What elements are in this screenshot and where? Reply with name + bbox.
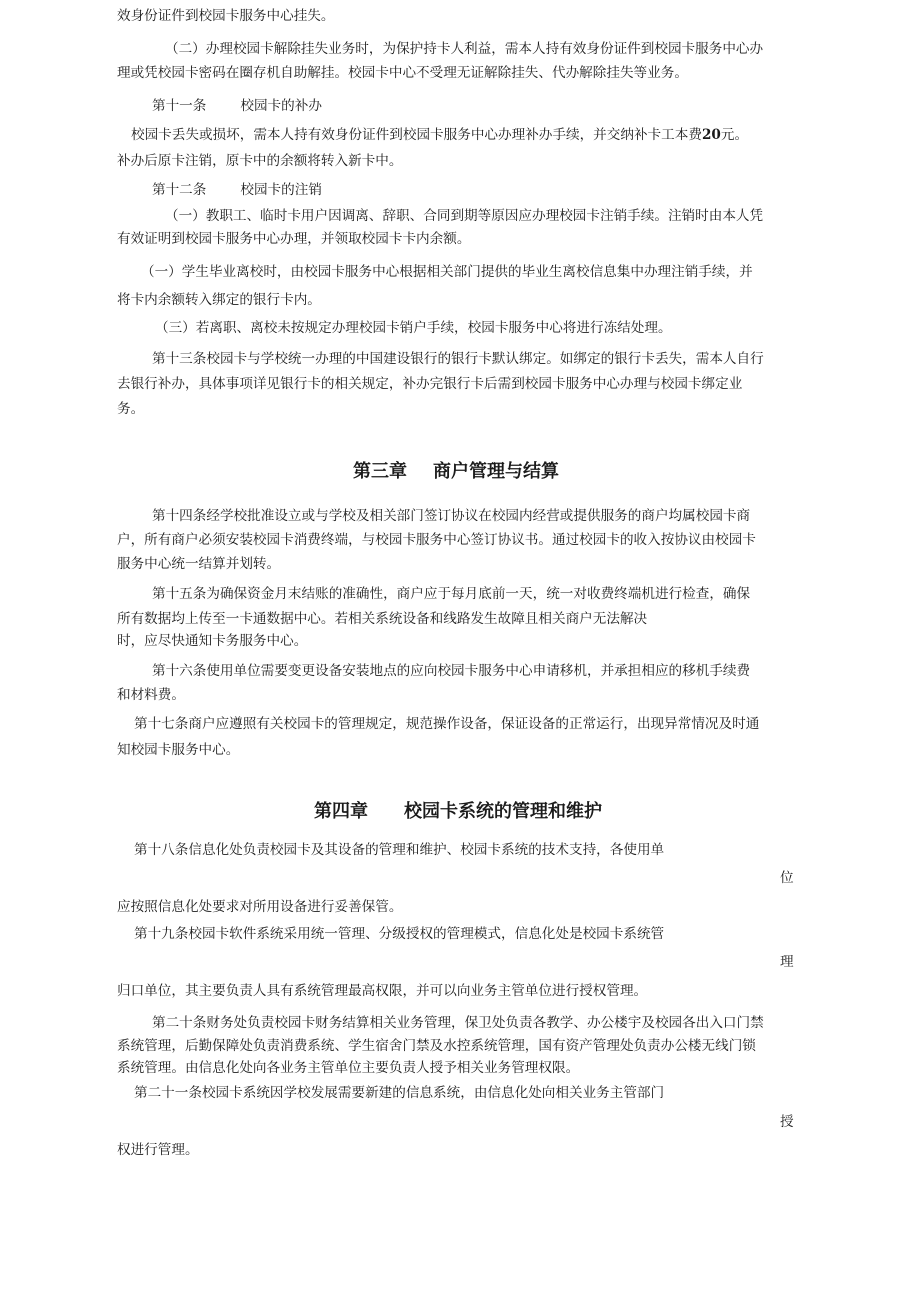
paragraph-line: 效身份证件到校园卡服务中心挂失。 <box>117 8 335 24</box>
article-number: 第十二条 <box>152 182 207 198</box>
wrapped-fragment: 位 <box>780 870 794 886</box>
paragraph-line: 务。 <box>117 401 145 417</box>
paragraph-line: 时，应尽快通知卡务服务中心。 <box>117 633 308 649</box>
chapter-number: 第四章 <box>314 801 368 822</box>
article-title: 校园卡的补办 <box>240 98 322 114</box>
paragraph-line: 服务中心统一结算并划转。 <box>117 556 281 572</box>
text-run: 校园卡丢失或损坏，需本人持有效身份证件到校园卡服务中心办理补办手续，并交纳补卡工本费 <box>131 127 702 143</box>
chapter-heading-3 <box>353 457 559 483</box>
wrapped-fragment: 理 <box>780 954 794 970</box>
paragraph-line: 有效证明到校园卡服务中心办理，并领取校园卡卡内余额。 <box>117 231 471 247</box>
paragraph-line: 去银行补办，具体事项详见银行卡的相关规定，补办完银行卡后需到校园卡服务中心办理与校园卡绑定业 <box>117 376 743 392</box>
text-run: 元。 <box>720 127 749 143</box>
paragraph-line: 系统管理。由信息化处向各业务主管单位主要负责人授予相关业务管理权限。 <box>117 1060 580 1076</box>
article-number: 第十一条 <box>152 98 207 114</box>
paragraph-line: 知校园卡服务中心。 <box>117 742 240 758</box>
paragraph-line: （一）教职工、临时卡用户因调离、辞职、合同到期等原因应办理校园卡注销手续。注销时由本人凭 <box>165 208 764 224</box>
paragraph-line: 所有数据均上传至一卡通数据中心。若相关系统设备和线路发生故障且相关商户无法解决 <box>117 611 648 627</box>
paragraph-line: 第二十一条校园卡系统因学校发展需要新建的信息系统，由信息化处向相关业务主管部门 <box>134 1085 665 1101</box>
paragraph-line: 将卡内余额转入绑定的银行卡内。 <box>117 292 321 308</box>
paragraph-line: 归口单位，其主要负责人具有系统管理最高权限，并可以向业务主管单位进行授权管理。 <box>117 983 648 999</box>
paragraph-line: （二）办理校园卡解除挂失业务时，为保护持卡人利益，需本人持有效身份证件到校园卡服务中心办 <box>165 41 764 57</box>
article-heading-11 <box>152 96 322 116</box>
paragraph-line: 和材料费。 <box>117 687 185 703</box>
article-title: 校园卡的注销 <box>240 182 322 198</box>
wrapped-fragment: 授 <box>780 1114 794 1130</box>
paragraph-line: 第十五条为确保资金月末结账的准确性，商户应于每月底前一天，统一对收费终端机进行检查，确保 <box>152 586 751 602</box>
paragraph-line: 第十七条商户应遵照有关校园卡的管理规定，规范操作设备，保证设备的正常运行，出现异常情况及时通 <box>134 716 760 732</box>
paragraph-line: 第十六条使用单位需要变更设备安装地点的应向校园卡服务中心申请移机，并承担相应的移机手续费 <box>152 663 751 679</box>
paragraph-line: 第二十条财务处负责校园卡财务结算相关业务管理，保卫处负责各教学、办公楼宇及校园各出入口门禁 <box>152 1015 764 1031</box>
paragraph-line: 第十三条校园卡与学校统一办理的中国建设银行的银行卡默认绑定。如绑定的银行卡丢失，需本人自行 <box>152 351 764 367</box>
paragraph-line: 第十四条经学校批准设立或与学校及相关部门签订协议在校园内经营或提供服务的商户均属校园卡商 <box>152 508 751 524</box>
paragraph-line: 权进行管理。 <box>117 1142 199 1158</box>
article-heading-12 <box>152 180 322 200</box>
paragraph-line: 第十八条信息化处负责校园卡及其设备的管理和维护、校园卡系统的技术支持，各使用单 <box>134 842 665 858</box>
chapter-number: 第三章 <box>353 461 407 482</box>
fee-amount: 20 <box>701 127 721 143</box>
paragraph-line: （三）若离职、离校未按规定办理校园卡销户手续，校园卡服务中心将进行冻结处理。 <box>155 320 672 336</box>
paragraph-line: 理或凭校园卡密码在圈存机自助解挂。校园卡中心不受理无证解除挂失、代办解除挂失等业务。 <box>117 65 688 81</box>
paragraph-line: 第十九条校园卡软件系统采用统一管理、分级授权的管理模式，信息化处是校园卡系统管 <box>134 926 665 942</box>
paragraph-line: 补办后原卡注销，原卡中的余额将转入新卡中。 <box>117 153 403 169</box>
paragraph-line: 户，所有商户必须安装校园卡消费终端，与校园卡服务中心签订协议书。通过校园卡的收入按协议由校园卡 <box>117 532 756 548</box>
paragraph-line: 系统管理，后勤保障处负责消费系统、学生宿舍门禁及水控系统管理，国有资产管理处负责办公楼无线门锁 <box>117 1038 756 1054</box>
paragraph-line: 应按照信息化处要求对所用设备进行妥善保管。 <box>117 899 403 915</box>
chapter-title: 商户管理与结算 <box>433 461 559 482</box>
paragraph-line <box>131 125 748 145</box>
chapter-heading-4 <box>314 797 602 823</box>
chapter-title: 校园卡系统的管理和维护 <box>404 801 602 822</box>
paragraph-line: （一）学生毕业离校时，由校园卡服务中心根据相关部门提供的毕业生离校信息集中办理注销手续，并 <box>141 264 753 280</box>
